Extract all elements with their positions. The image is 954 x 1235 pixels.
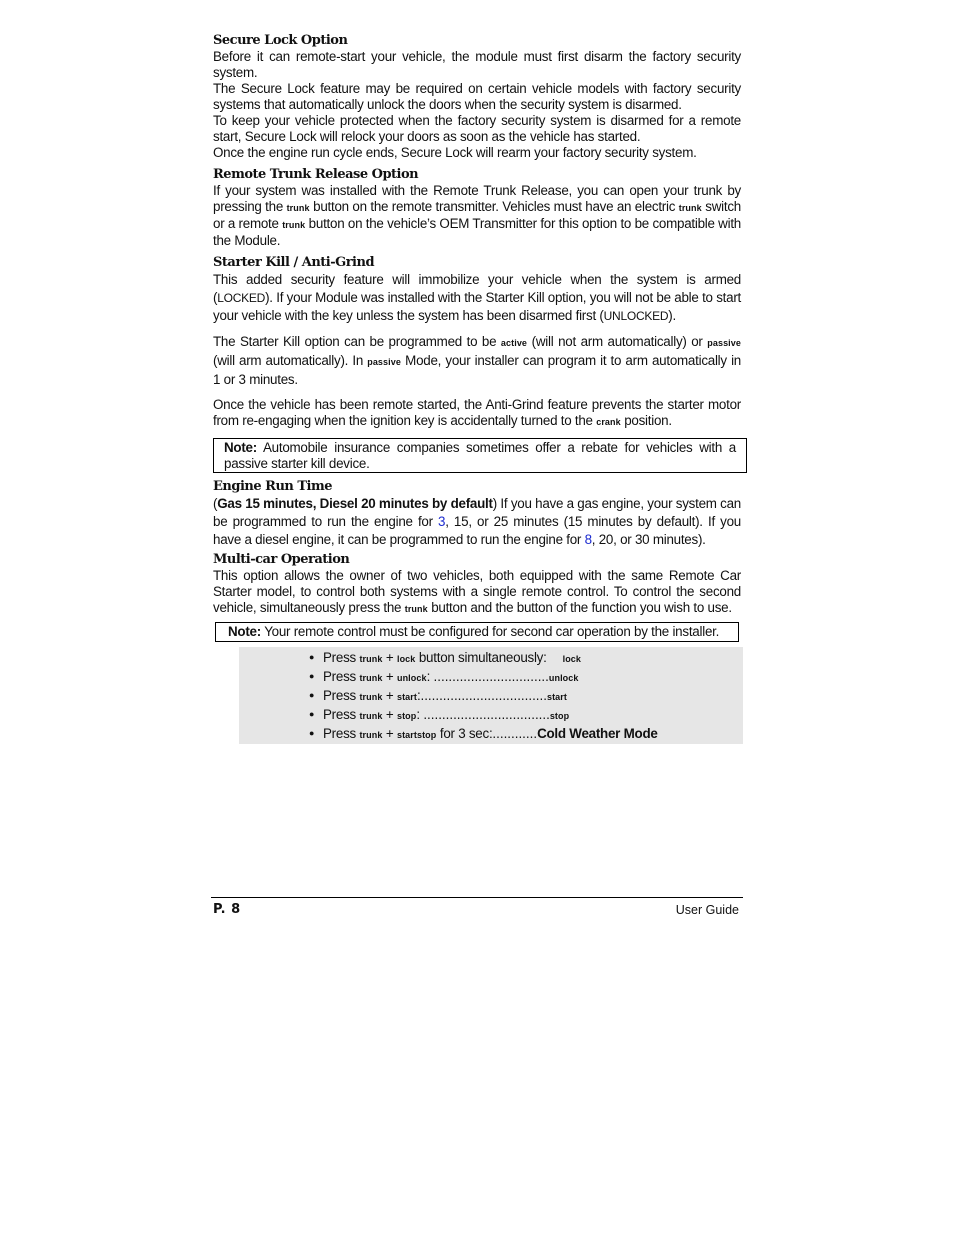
dot-leader: ............................... xyxy=(433,669,549,684)
trunk-key-label: trunk xyxy=(359,692,383,702)
text-run: Press xyxy=(323,669,360,684)
trunk-key-label: trunk xyxy=(359,673,383,683)
trunk-key-label: trunk xyxy=(359,730,383,740)
dot-leader: ............ xyxy=(492,726,538,741)
secure-lock-paragraph-3: To keep your vehicle protected when the factory security system is disarmed for a remote start, Secure Lock will relock your doors as soon as the vehicle has started. xyxy=(213,113,741,144)
dot-leader: .................................. xyxy=(423,707,550,722)
text-run: Press xyxy=(323,726,360,741)
engine-run-paragraph xyxy=(213,495,741,549)
text-run: ( xyxy=(213,496,218,511)
start-key-label: start xyxy=(396,692,417,702)
page-number: P. 8 xyxy=(213,902,241,917)
text-run: for 3 sec: xyxy=(436,726,493,741)
result-label: unlock xyxy=(548,673,579,683)
secure-lock-paragraph-2: The Secure Lock feature may be required on certain vehicle models with factory security systems that automatically unlock the doors when the security system is disarmed. xyxy=(213,81,741,112)
dot-leader: .................................. xyxy=(420,688,547,703)
text-run: , 20, or 30 minutes). xyxy=(591,532,706,547)
list-item xyxy=(309,705,743,724)
text-run: ) If you have a gas engine, your system can be programmed to run the engine for xyxy=(213,496,742,529)
engine-run-heading: Engine Run Time xyxy=(213,479,333,494)
text-run: : xyxy=(416,707,424,722)
stop-key-label: stop xyxy=(396,711,417,721)
text-run: button on the remote transmitter. Vehicles must have an electric xyxy=(309,199,679,214)
text-run: + xyxy=(382,726,397,741)
page-footer xyxy=(211,897,743,922)
text-run: : xyxy=(426,669,434,684)
trunk-key-label: trunk xyxy=(404,604,428,614)
unlock-key-label: unlock xyxy=(396,673,427,683)
text-run: + xyxy=(382,669,397,684)
text-run: , 15, or 25 minutes (15 minutes by default). If you have a diesel engine, it can be programmed to run the engine for xyxy=(213,514,741,547)
starter-kill-note-box xyxy=(213,438,747,473)
trunk-key-label: trunk xyxy=(359,654,383,664)
footer-title: User Guide xyxy=(675,903,739,917)
note-label: Note: xyxy=(228,624,261,639)
result-label: start xyxy=(546,692,567,702)
text-run: + xyxy=(382,688,397,703)
text-run: switch or a remote xyxy=(213,199,741,231)
text-run: position. xyxy=(620,413,672,428)
text-run: + xyxy=(382,707,397,722)
text-run: (will arm automatically). In xyxy=(213,353,368,368)
active-label: active xyxy=(500,338,528,348)
trunk-key-label: trunk xyxy=(359,711,383,721)
crank-label: crank xyxy=(596,417,621,427)
secure-lock-paragraph-1: Before it can remote-start your vehicle, the module must first disarm the factory security system. xyxy=(213,49,741,80)
lock-key-label: lock xyxy=(396,654,416,664)
list-item xyxy=(309,648,743,667)
list-item xyxy=(309,724,743,743)
secure-lock-paragraph-4: Once the engine run cycle ends, Secure Lock will rearm your factory security system. xyxy=(213,145,697,160)
multicar-heading: Multi-car Operation xyxy=(213,552,350,567)
text-run: ). If your Module was installed with the Starter Kill option, you will not be able to start your vehicle with the key unless the system has been disarmed first ( xyxy=(213,290,741,323)
trunk-release-paragraph xyxy=(213,183,741,249)
text-run: (will not arm automatically) or xyxy=(527,334,708,349)
text-run: If your system was installed with the Remote Trunk Release, you can open your trunk by pressing the xyxy=(213,183,741,214)
result-label: stop xyxy=(549,711,570,721)
locked-label: LOCKED xyxy=(217,291,266,305)
trunk-key-label: trunk xyxy=(286,203,310,213)
multicar-note-box xyxy=(215,622,739,642)
note-label: Note: xyxy=(224,440,257,455)
trunk-release-heading: Remote Trunk Release Option xyxy=(213,167,419,182)
text-run: : xyxy=(416,688,421,703)
gas-minutes-link[interactable]: 3 xyxy=(438,514,446,529)
list-item xyxy=(309,686,743,705)
text-run: Press xyxy=(323,650,360,665)
starter-kill-heading: Starter Kill / Anti-Grind xyxy=(213,255,375,270)
secure-lock-heading: Secure Lock Option xyxy=(213,33,348,48)
text-run: button simultaneously: xyxy=(415,650,547,665)
result-label: lock xyxy=(562,654,582,664)
text-run: Once the vehicle has been remote started, the Anti-Grind feature prevents the starter motor from re-engaging when the ignition key is accidentally turned to the xyxy=(213,397,741,428)
startstop-key-label: startstop xyxy=(396,730,437,740)
button-combination-list xyxy=(239,647,743,744)
text-run: Press xyxy=(323,707,360,722)
text-run: button on the vehicle’s OEM Transmitter for this option to be compatible with the Module. xyxy=(213,216,741,248)
text-run: The Starter Kill option can be programmed to be xyxy=(213,334,501,349)
default-times: Gas 15 minutes, Diesel 20 minutes by default xyxy=(217,496,493,511)
text-run: ). xyxy=(668,308,676,323)
manual-page xyxy=(213,33,741,744)
text-run: Press xyxy=(323,688,360,703)
trunk-key-label: trunk xyxy=(678,203,702,213)
trunk-key-label: trunk xyxy=(282,220,306,230)
passive-label: passive xyxy=(367,357,401,367)
note-text: Your remote control must be configured for second car operation by the installer. xyxy=(260,624,720,639)
list-item xyxy=(309,667,743,686)
unlocked-label: UNLOCKED xyxy=(603,309,669,323)
diesel-minutes-link[interactable]: 8 xyxy=(584,532,592,547)
cold-weather-mode-label: Cold Weather Mode xyxy=(537,726,658,741)
text-run: This added security feature will immobilize your vehicle when the system is armed ( xyxy=(213,272,741,305)
starter-kill-paragraph-1 xyxy=(213,271,741,325)
text-run: button and the button of the function you wish to use. xyxy=(427,600,732,615)
text-run: + xyxy=(382,650,397,665)
passive-label: passive xyxy=(707,338,741,348)
text-run: This option allows the owner of two vehicles, both equipped with the same Remote Car Starter model, to control both systems with a single remote control. To control the second vehicle, simultaneously press the xyxy=(213,568,741,615)
note-text: Automobile insurance companies sometimes offer a rebate for vehicles with a passive starter kill device. xyxy=(224,440,736,471)
starter-kill-paragraph-3 xyxy=(213,397,741,430)
starter-kill-paragraph-2 xyxy=(213,333,741,389)
multicar-paragraph xyxy=(213,568,741,617)
text-run: Mode, your installer can program it to arm automatically in 1 or 3 minutes. xyxy=(213,353,741,387)
